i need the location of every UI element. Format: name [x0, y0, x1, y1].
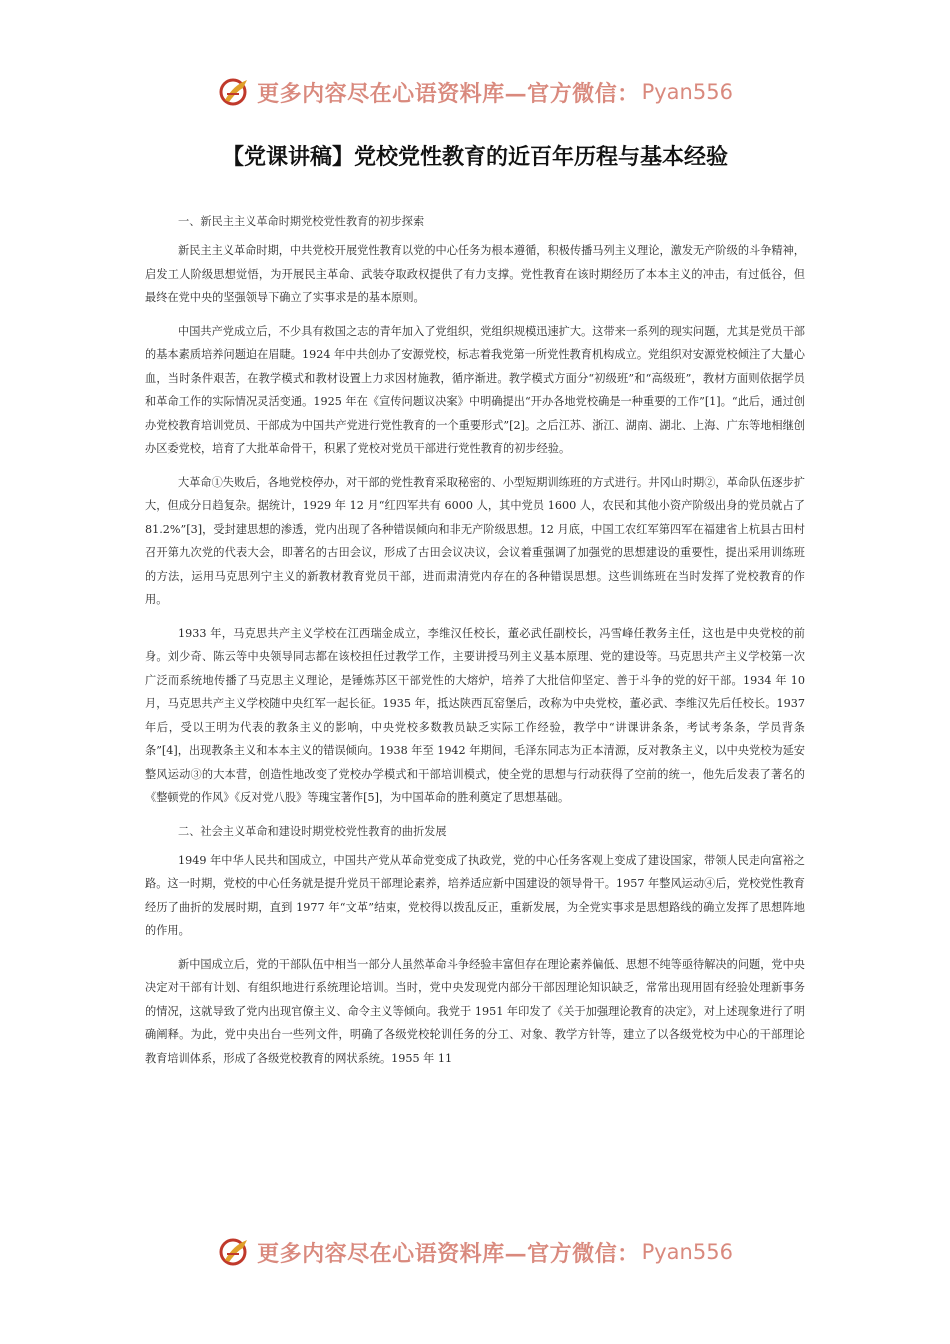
header-banner — [0, 72, 950, 112]
banner-wechat-id: Pyan556 — [641, 1240, 733, 1264]
section-heading: 一、新民主主义革命时期党校党性教育的初步探索 — [178, 215, 425, 228]
document-title: 【党课讲稿】党校党性教育的近百年历程与基本经验 — [221, 145, 728, 170]
banner-wechat-id: Pyan556 — [641, 80, 733, 104]
banner-text: 更多内容尽在心语资料库—官方微信： — [257, 1240, 640, 1267]
paragraph: 大革命①失败后，各地党校停办，对干部的党性教育采取秘密的、小型短期训练班的方式进行。井冈山时期②，革命队伍逐步扩大，但成分日趋复杂。据统计，1929 年 12 月“红四军共有 6000 人，其中党员 1600 人，农民和其他小资产阶级出身的党员就占了 81.2%”[3]，受封建思想的渗透，党内出现了各种错误倾向和非无产阶级思想。12 月底，中国工农红军第四军在福建省上杭县古田村召开第九次党的代表大会，即著名的古田会议，形成了古田会议决议，会议着重强调了加强党的思想建设的重要性，提出采用训练班的方法，运用马克思列宁主义的新教材教育党员干部，进而肃清党内存在的各种错误思想。这些训练班在当时发挥了党校教育的作用。 — [145, 475, 805, 606]
paragraph: 1933 年，马克思共产主义学校在江西瑞金成立，李维汉任校长，董必武任副校长，冯雪峰任教务主任，这也是中央党校的前身。刘少奇、陈云等中央领导同志都在该校担任过教学工作，主要讲授马列主义基本原理、党的建设等。马克思共产主义学校第一次广泛而系统地传播了马克思主义理论，是锤炼苏区干部党性的大熔炉，培养了大批信仰坚定、善于斗争的党的好干部。1934 年 10 月，马克思共产主义学校随中央红军一起长征。1935 年，抵达陕西瓦窑堡后，改称为中央党校，董必武、李维汉先后任校长。1937 年后，受以王明为代表的教条主义的影响，中央党校多数教员缺乏实际工作经验，教学中“讲课讲条条，考试考条条，学员背条条”[4]，出现教条主义和本本主义的错误倾向。1938 年至 1942 年期间，毛泽东同志为正本清源，反对教条主义，以中央党校为延安整风运动③的大本营，创造性地改变了党校办学模式和干部培训模式，使全党的思想与行动获得了空前的统一，他先后发表了著名的《整顿党的作风》《反对党八股》等瑰宝著作[5]，为中国革命的胜利奠定了思想基础。 — [145, 626, 805, 804]
document-body — [145, 210, 805, 1080]
paragraph: 1949 年中华人民共和国成立，中国共产党从革命党变成了执政党，党的中心任务客观上变成了建设国家，带领人民走向富裕之路。这一时期，党校的中心任务就是提升党员干部理论素养，培养适应新中国建设的领导骨干。1957 年整风运动④后，党校党性教育经历了曲折的发展时期，直到 1977 年“文革”结束，党校得以拨乱反正，重新发展，为全党实事求是思想路线的确立发挥了思想阵地的作用。 — [145, 853, 805, 937]
brand-logo-icon — [217, 74, 253, 110]
paragraph: 新中国成立后，党的干部队伍中相当一部分人虽然革命斗争经验丰富但存在理论素养偏低、思想不纯等亟待解决的问题，党中央决定对干部有计划、有组织地进行系统理论培训。当时，党中央发现党内部分干部因理论知识缺乏，常常出现用固有经验处理新事务的情况，这就导致了党内出现官僚主义、命令主义等倾向。我党于 1951 年印发了《关于加强理论教育的决定》，对上述现象进行了明确阐释。为此，党中央出台一些列文件，明确了各级党校轮训任务的分工、对象、教学方针等，建立了以各级党校为中心的干部理论教育培训体系，形成了各级党校教育的网状系统。1955 年 11 — [145, 957, 805, 1065]
footer-banner — [0, 1232, 950, 1272]
paragraph: 新民主主义革命时期，中共党校开展党性教育以党的中心任务为根本遵循，积极传播马列主义理论，激发无产阶级的斗争精神，启发工人阶级思想觉悟，为开展民主革命、武装夺取政权提供了有力支撑。党性教育在该时期经历了本本主义的冲击，有过低谷，但最终在党中央的坚强领导下确立了实事求是的基本原则。 — [145, 244, 805, 304]
banner-text: 更多内容尽在心语资料库—官方微信： — [257, 80, 640, 107]
brand-logo-icon — [217, 1234, 253, 1270]
section-heading: 二、社会主义革命和建设时期党校党性教育的曲折发展 — [178, 824, 447, 838]
paragraph: 中国共产党成立后，不少具有救国之志的青年加入了党组织，党组织规模迅速扩大。这带来一系列的现实问题，尤其是党员干部的基本素质培养问题迫在眉睫。1924 年中共创办了安源党校，标志着我党第一所党性教育机构成立。党组织对安源党校倾注了大量心血，当时条件艰苦，在教学模式和教材设置上力求因材施教，循序渐进。教学模式方面分“初级班”和“高级班”，教材方面则依据学员和革命工作的实际情况灵活变通。1925 年在《宣传问题议决案》中明确提出“开办各地党校确是一种重要的工作”[1]。“此后，通过创办党校教育培训党员、干部成为中国共产党进行党性教育的一个重要形式”[2]。之后江苏、浙江、湖南、湖北、上海、广东等地相继创办区委党校，培育了大批革命骨干，积累了党校对党员干部进行党性教育的初步经验。 — [145, 324, 805, 455]
